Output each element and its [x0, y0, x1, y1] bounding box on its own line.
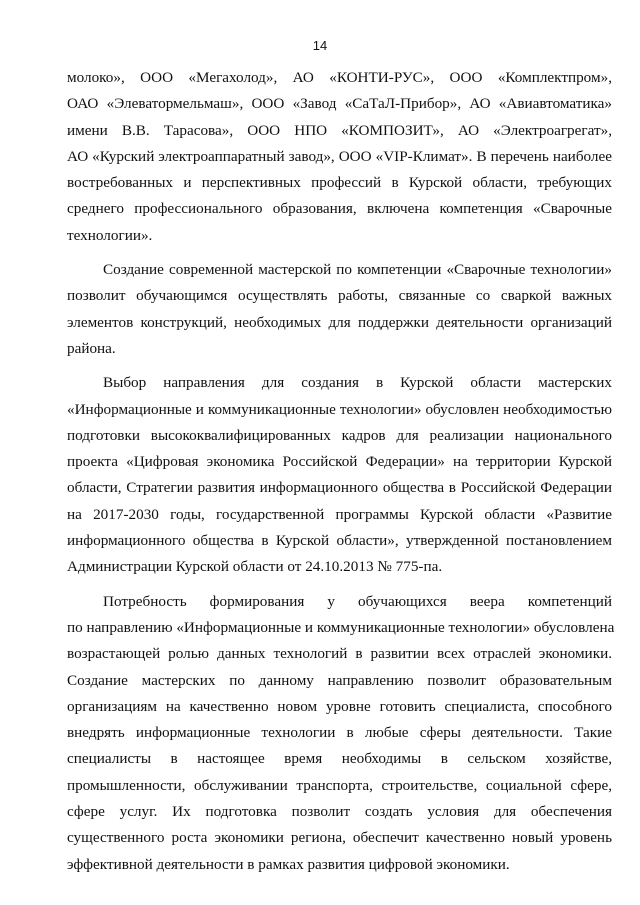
text-line: внедрять информационные технологии в любые сферы деятельности. Такие — [67, 724, 612, 742]
text-line: подготовки высококвалифицированных кадров для реализации национального — [67, 426, 612, 444]
text-line: элементов конструкций, необходимых для поддержки деятельности организаций — [67, 313, 612, 331]
text-line: технологии». — [67, 226, 153, 244]
text-line: молоко», ООО «Мегахолод», АО «КОНТИ-РУС», ООО «Комплектпром», — [67, 69, 612, 86]
paragraph-gap — [67, 581, 612, 589]
text-line: Выбор направления для создания в Курской области мастерских — [103, 374, 612, 392]
text-line: информационного общества в Курской области», утвержденной постановлением — [67, 532, 612, 550]
text-line: по направлению «Информационные и коммуникационные технологии» обусловлена — [67, 618, 615, 636]
text-line: востребованных и перспективных профессий в Курской области, требующих — [67, 174, 612, 192]
text-line: позволит обучающимся осуществлять работы, связанные со сваркой важных — [67, 287, 612, 305]
paragraph — [67, 65, 612, 249]
text-line: организациям на качественно новом уровне готовить специалиста, способного — [67, 697, 612, 715]
text-line: среднего профессионального образования, включена компетенция «Сварочные — [67, 200, 612, 218]
paragraph — [67, 257, 612, 362]
text-line: эффективной деятельности в рамках развития цифровой экономики. — [67, 855, 510, 873]
text-line: Создание современной мастерской по компетенции «Сварочные технологии» — [103, 261, 612, 279]
text-line: области, Стратегии развития информационного общества в Российской Федерации — [67, 479, 612, 497]
text-line: проекта «Цифровая экономика Российской Федерации» на территории Курской — [67, 453, 612, 471]
text-line: сфере услуг. Их подготовка позволит создать условия для обеспечения — [67, 803, 612, 821]
paragraph-gap — [67, 249, 612, 257]
text-line: Потребность формирования у обучающихся веера компетенций — [103, 592, 612, 610]
text-line: специалисты в настоящее время необходимы в сельском хозяйстве, — [67, 750, 612, 768]
page-number: 14 — [312, 38, 328, 53]
text-line: «Информационные и коммуникационные технологии» обусловлен необходимостью — [67, 400, 612, 418]
paragraph — [67, 589, 615, 878]
text-line: ОАО «Элеватормельмаш», ООО «Завод «СаТаЛ-Прибор», АО «Авиавтоматика» — [67, 95, 612, 113]
text-line: имени В.В. Тарасова», ООО НПО «КОМПОЗИТ», АО «Электроагрегат», — [67, 121, 612, 139]
document-body — [67, 65, 615, 878]
paragraph — [67, 370, 612, 580]
text-line: промышленности, обслуживании транспорта, строительстве, социальной сфере, — [67, 776, 612, 794]
text-line: на 2017-2030 годы, государственной программы Курской области «Развитие — [67, 505, 612, 523]
text-line: Администрации Курской области от 24.10.2013 № 775-па. — [67, 558, 443, 576]
text-line: Создание мастерских по данному направлению позволит образовательным — [67, 671, 612, 689]
text-line: возрастающей ролью данных технологий в развитии всех отраслей экономики. — [67, 645, 612, 663]
text-line: существенного роста экономики региона, обеспечит качественно новый уровень — [67, 829, 612, 847]
text-line: АО «Курский электроаппаратный завод», ООО «VIP-Климат». В перечень наиболее — [67, 147, 612, 165]
text-line: района. — [67, 339, 116, 357]
paragraph-gap — [67, 362, 612, 370]
